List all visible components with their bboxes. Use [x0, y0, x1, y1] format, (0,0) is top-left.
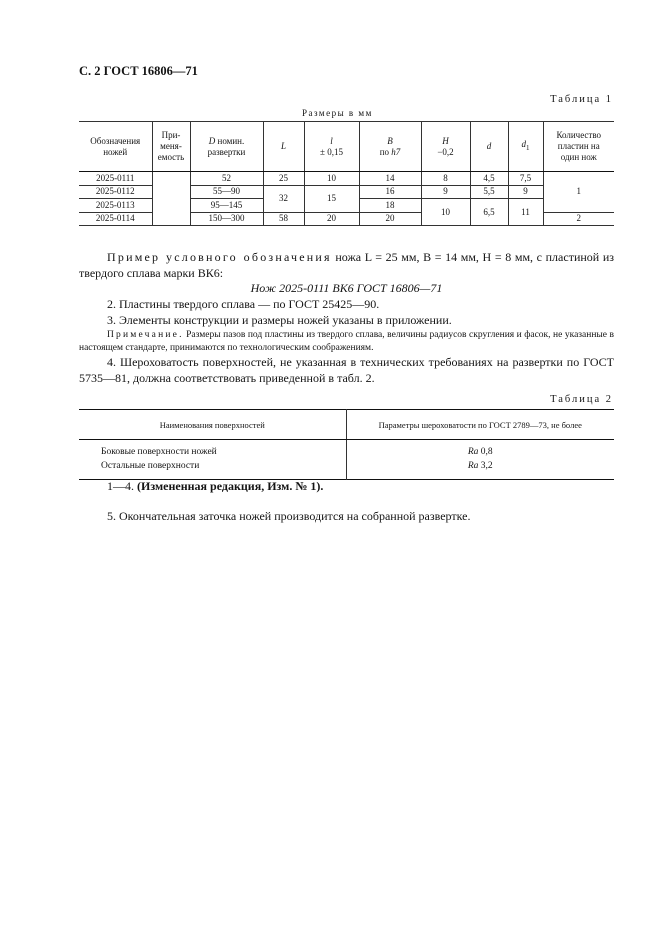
note: Примечание. Размеры пазов под пластины из твердого сплава, величины радиусов скругления и фасок, не указанные в настоящем стандарте, принимаются по технологическим соображениям.: [79, 330, 615, 353]
table-row: [79, 172, 614, 186]
header-D: D номин. развертки: [190, 122, 263, 172]
header-surface: Наименования поверхностей: [79, 410, 346, 440]
cell-H: 9: [421, 185, 470, 199]
header-L: L: [263, 122, 304, 172]
table1-header-row: [79, 122, 614, 172]
item-3: 3. Элементы конструкции и размеры ножей указаны в приложении.: [107, 313, 452, 327]
amendment-note: 1—4. (Измененная редакция, Изм. № 1).: [107, 479, 324, 493]
cell-l: 15: [304, 185, 359, 212]
header-d: d: [470, 122, 508, 172]
cell-d: 4,5: [470, 172, 508, 186]
cell-L: 32: [263, 185, 304, 212]
cell-d1: 11: [508, 199, 543, 226]
roughness-table: [79, 409, 614, 480]
cell-roughness: Ra 3,2: [467, 460, 493, 471]
header-d1: $d_1$: [508, 122, 543, 172]
cell-H: 8: [421, 172, 470, 186]
header-roughness: Параметры шероховатости по ГОСТ 2789—73, не более: [346, 410, 614, 440]
cell-surface: Остальные поверхности: [79, 460, 346, 474]
cell-D: 150—300: [190, 212, 263, 226]
dimensions-table: [79, 121, 614, 226]
cell-designation: 2025-0112: [79, 185, 152, 199]
header-qty: Количество пластин на один нож: [543, 122, 614, 172]
cell-usage: [152, 172, 190, 226]
cell-designation: 2025-0114: [79, 212, 152, 226]
cell-L: 58: [263, 212, 304, 226]
table2-header-row: [79, 410, 614, 440]
cell-B: 16: [359, 185, 421, 199]
cell-d: 6,5: [470, 199, 508, 226]
table-row: [79, 446, 614, 460]
cell-designation: 2025-0113: [79, 199, 152, 213]
table2-label: Таблица 2: [550, 394, 613, 405]
cell-d1: 9: [508, 185, 543, 199]
header-designation: Обозначения ножей: [79, 122, 152, 172]
header-usage: При- меня- емость: [152, 122, 190, 172]
cell-surface: Боковые поверхности ножей: [79, 446, 346, 460]
cell-L: 25: [263, 172, 304, 186]
cell-B: 20: [359, 212, 421, 226]
cell-D: 52: [190, 172, 263, 186]
cell-D: 55—90: [190, 185, 263, 199]
cell-D: 95—145: [190, 199, 263, 213]
item-4: 4. Шероховатость поверхностей, не указанная в технических требованиях на развертки по ГОСТ 5735—81, должна соответствовать приведенной в табл. 2.: [79, 355, 614, 385]
cell-d1: 7,5: [508, 172, 543, 186]
cell-B: 18: [359, 199, 421, 213]
cell-d: 5,5: [470, 185, 508, 199]
cell-qty: 1: [543, 172, 614, 213]
cell-B: 14: [359, 172, 421, 186]
header-l: l ± 0,15: [304, 122, 359, 172]
table1-units: Размеры в мм: [302, 108, 373, 118]
table-row: [79, 460, 614, 474]
cell-H: 10: [421, 199, 470, 226]
item-2: 2. Пластины твердого сплава — по ГОСТ 25425—90.: [107, 297, 380, 311]
cell-roughness: Ra 0,8: [467, 447, 493, 458]
cell-qty: 2: [543, 212, 614, 226]
header-H: H −0,2: [421, 122, 470, 172]
item-5: 5. Окончательная заточка ножей производится на собранной развертке.: [107, 509, 471, 523]
page-header: С. 2 ГОСТ 16806—71: [79, 64, 198, 78]
example-designation: Нож 2025-0111 ВК6 ГОСТ 16806—71: [250, 281, 443, 295]
example-paragraph: Пример условного обозначения ножа L = 25 мм, B = 14 мм, H = 8 мм, с пластиной из твердого сплава марки ВК6:: [79, 250, 614, 280]
header-B: B по h7: [359, 122, 421, 172]
cell-l: 10: [304, 172, 359, 186]
table1-label: Таблица 1: [550, 94, 613, 105]
cell-l: 20: [304, 212, 359, 226]
cell-designation: 2025-0111: [79, 172, 152, 186]
